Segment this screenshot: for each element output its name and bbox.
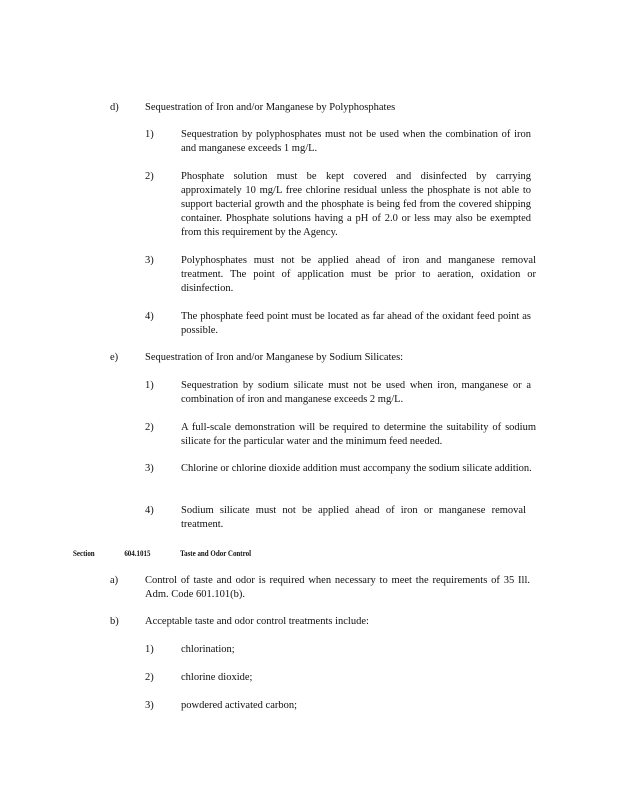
item-d2-text: Phosphate solution must be kept covered and disinfected by carrying approximately 10 mg/L free chlorine residual unless the phosphate is not able to support bacterial growth and the phosphate is being fed from the covered shipping container. Phosphate solutions having a pH of 2.0 or less may also be exempted from this requirement by the Agency. [181, 171, 531, 238]
item-e1-text: Sequestration by sodium silicate must not be used when iron, manganese or a combination of iron and manganese exceeds 2 mg/L. [181, 380, 531, 405]
item-e4-label: 4) [145, 505, 154, 516]
item-d4-text: The phosphate feed point must be located as far ahead of the oxidant feed point as possible. [181, 311, 531, 336]
item-b1-text: chlorination; [181, 644, 235, 655]
item-b3-text: powdered activated carbon; [181, 700, 298, 711]
item-a-label: a) [110, 575, 119, 586]
item-d-title: Sequestration of Iron and/or Manganese by Polyphosphates [145, 102, 396, 113]
item-d4-label: 4) [145, 311, 154, 322]
section-title: Taste and Odor Control [180, 548, 252, 558]
item-a-text: Control of taste and odor is required when necessary to meet the requirements of 35 Ill. Adm. Code 601.101(b). [145, 575, 530, 600]
item-d2-label: 2) [145, 171, 154, 182]
item-b-text: Acceptable taste and odor control treatments include: [145, 616, 369, 627]
item-e1-label: 1) [145, 380, 154, 391]
section-heading [73, 546, 251, 560]
item-b1-label: 1) [145, 644, 154, 655]
item-e3-label: 3) [145, 463, 154, 474]
item-e3-text: Chlorine or chlorine dioxide addition must accompany the sodium silicate addition. [181, 463, 532, 474]
item-b2-label: 2) [145, 672, 154, 683]
item-e4-text: Sodium silicate must not be applied ahead of iron or manganese removal treatment. [181, 505, 526, 530]
item-e2-label: 2) [145, 422, 154, 433]
item-e-label: e) [110, 352, 119, 363]
item-b3-label: 3) [145, 700, 154, 711]
item-d3-label: 3) [145, 255, 154, 266]
item-d1-text: Sequestration by polyphosphates must not be used when the combination of iron and manganese exceeds 1 mg/L. [181, 129, 531, 154]
section-number: 604.1015 [124, 548, 151, 558]
section-label: Section [73, 548, 95, 558]
item-d3-text: Polyphosphates must not be applied ahead of iron and manganese removal treatment. The point of application must be prior to aeration, oxidation or disinfection. [181, 255, 536, 294]
item-b-label: b) [110, 616, 119, 627]
item-b2-text: chlorine dioxide; [181, 672, 253, 683]
item-e-title: Sequestration of Iron and/or Manganese by Sodium Silicates: [145, 352, 404, 363]
item-e2-text: A full-scale demonstration will be required to determine the suitability of sodium silicate for the particular water and the minimum feed needed. [181, 422, 536, 447]
item-d-label: d) [110, 102, 119, 113]
item-d1-label: 1) [145, 129, 154, 140]
